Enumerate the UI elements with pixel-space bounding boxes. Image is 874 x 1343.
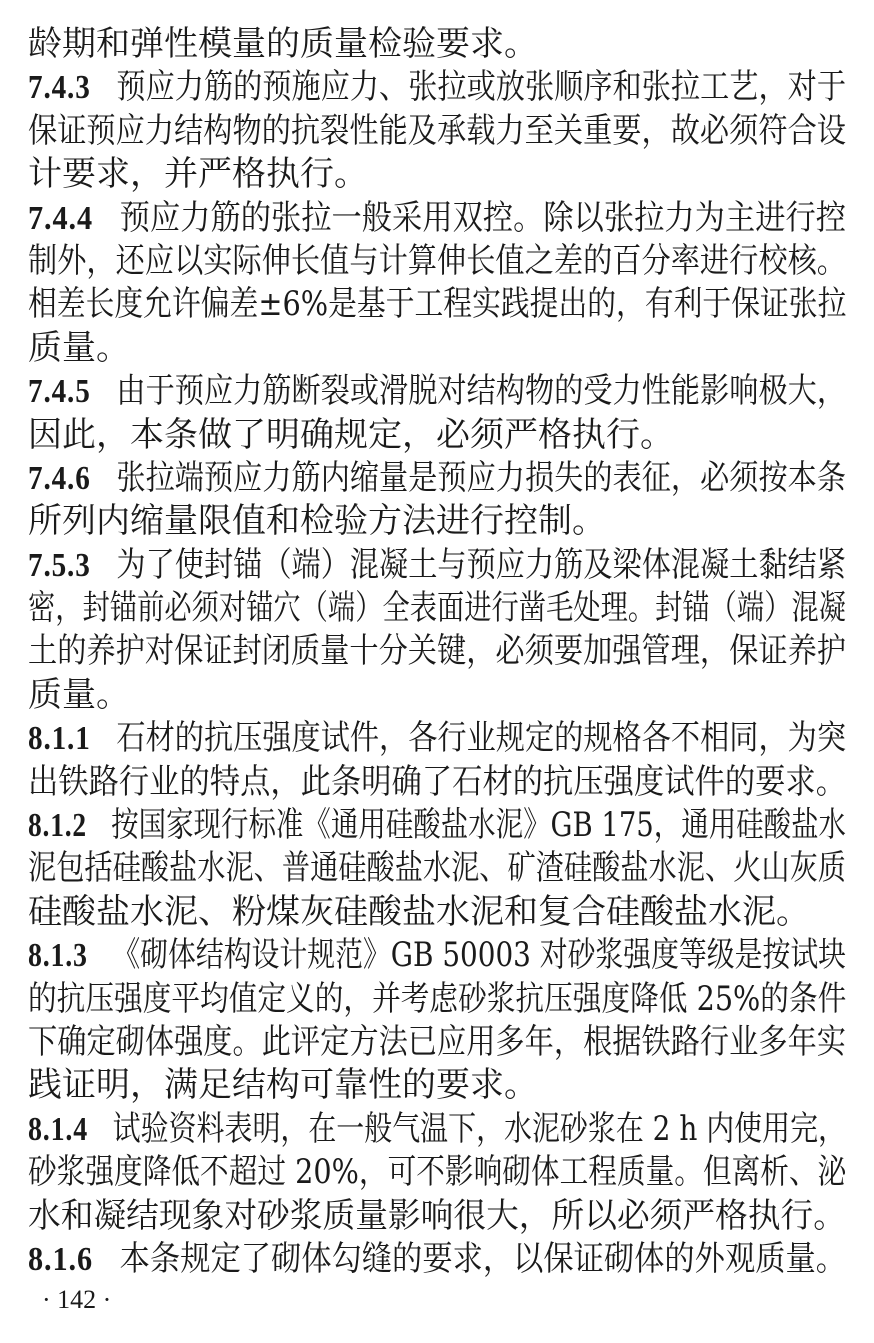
line-text: 本条规定了砌体勾缝的要求，以保证砌体的外观质量。 (119, 1238, 847, 1279)
line-text: 质量。 (28, 327, 130, 368)
page-number: · 142 · (42, 1285, 112, 1314)
clause-number: 8.1.2 (28, 807, 87, 845)
clause-paragraph (28, 23, 846, 66)
line-text: 泥包括硅酸盐水泥、普通硅酸盐水泥、矿渣硅酸盐水泥、火山灰质 (28, 848, 846, 889)
clause-number: 8.1.4 (28, 1110, 89, 1148)
text-line (28, 1064, 846, 1107)
line-text: 水和凝结现象对砂浆质量影响很大，所以必须严格执行。 (28, 1195, 846, 1236)
line-text: 所列内缩量限值和检验方法进行控制。 (28, 501, 606, 542)
line-text: 的抗压强度平均值定义的，并考虑砂浆抗压强度降低 25%的条件 (28, 978, 847, 1019)
text-line (28, 153, 846, 196)
line-text: 硅酸盐水泥、粉煤灰硅酸盐水泥和复合硅酸盐水泥。 (28, 891, 810, 932)
line-text: 下确定砌体强度。此评定方法已应用多年，根据铁路行业多年实 (28, 1021, 846, 1062)
line-text: 计要求，并严格执行。 (28, 154, 368, 195)
text-line (28, 544, 846, 587)
line-text: 密，封锚前必须对锚穴（端）全表面进行凿毛处理。封锚（端）混凝 (28, 588, 846, 629)
text-line (28, 500, 846, 543)
text-line (28, 1195, 846, 1238)
clause-number: 8.1.6 (28, 1240, 93, 1278)
clause-paragraph (28, 804, 846, 934)
text-line (28, 1021, 846, 1064)
line-text: 石材的抗压强度试件，各行业规定的规格各不相同，为突 (116, 718, 846, 759)
text-line (28, 891, 846, 934)
line-text: 质量。 (28, 674, 130, 715)
clause-paragraph (28, 197, 846, 371)
text-line (28, 240, 846, 283)
text-line (28, 1108, 846, 1151)
line-text: 相差长度允许偏差±6%是基于工程实践提出的，有利于保证张拉 (28, 284, 847, 325)
document-body (28, 23, 846, 1281)
text-line (28, 197, 846, 240)
text-line (28, 283, 846, 326)
clause-paragraph (28, 544, 846, 718)
text-line (28, 587, 846, 630)
clause-number: 7.4.5 (28, 373, 91, 411)
text-line (28, 934, 846, 977)
line-text: 因此，本条做了明确规定，必须严格执行。 (28, 414, 674, 455)
line-text: 出铁路行业的特点，此条明确了石材的抗压强度试件的要求。 (28, 761, 846, 802)
clause-paragraph (28, 1238, 846, 1281)
text-line (28, 674, 846, 717)
line-text: 预应力筋的预施应力、张拉或放张顺序和张拉工艺，对于 (116, 67, 846, 108)
clause-number: 8.1.3 (28, 937, 88, 975)
text-line (28, 327, 846, 370)
text-line (28, 414, 846, 457)
line-text: 制外，还应以实际伸长值与计算伸长值之差的百分率进行校核。 (28, 240, 846, 281)
text-line (28, 630, 846, 673)
text-line (28, 804, 846, 847)
text-line (28, 761, 846, 804)
text-line (28, 457, 846, 500)
line-text: 《砌体结构设计规范》GB 50003 对砂浆强度等级是按试块 (112, 935, 847, 976)
clause-paragraph (28, 370, 846, 457)
clause-paragraph (28, 717, 846, 804)
clause-paragraph (28, 66, 846, 196)
line-text: 为了使封锚（端）混凝土与预应力筋及梁体混凝土黏结紧 (116, 544, 846, 585)
line-text: 砂浆强度降低不超过 20%，可不影响砌体工程质量。但离析、泌 (28, 1152, 847, 1193)
line-text: 土的养护对保证封闭质量十分关键，必须要加强管理，保证养护 (28, 631, 846, 672)
text-line (28, 1238, 846, 1281)
clause-paragraph (28, 934, 846, 1108)
clause-number: 8.1.1 (28, 720, 91, 758)
text-line (28, 717, 846, 760)
line-text: 预应力筋的张拉一般采用双控。除以张拉力为主进行控 (119, 197, 847, 238)
text-line (28, 110, 846, 153)
text-line (28, 66, 846, 109)
line-text: 保证预应力结构物的抗裂性能及承载力至关重要，故必须符合设 (28, 110, 846, 151)
clause-number: 7.4.6 (28, 459, 91, 497)
text-line (28, 370, 846, 413)
line-text: 龄期和弹性模量的质量检验要求。 (28, 24, 538, 64)
line-text: 按国家现行标准《通用硅酸盐水泥》GB 175，通用硅酸盐水 (111, 805, 847, 846)
clause-paragraph (28, 1108, 846, 1238)
line-text: 张拉端预应力筋内缩量是预应力损失的表征，必须按本条 (116, 457, 846, 498)
text-line (28, 23, 846, 66)
line-text: 试验资料表明，在一般气温下，水泥砂浆在 2 h 内使用完， (112, 1108, 847, 1149)
clause-paragraph (28, 457, 846, 544)
clause-number: 7.4.3 (28, 69, 91, 107)
line-text: 由于预应力筋断裂或滑脱对结构物的受力性能影响极大， (116, 371, 846, 412)
text-line (28, 978, 846, 1021)
clause-number: 7.5.3 (28, 546, 91, 584)
text-line (28, 847, 846, 890)
text-line (28, 1151, 846, 1194)
clause-number: 7.4.4 (28, 199, 93, 237)
line-text: 践证明，满足结构可靠性的要求。 (28, 1065, 538, 1106)
